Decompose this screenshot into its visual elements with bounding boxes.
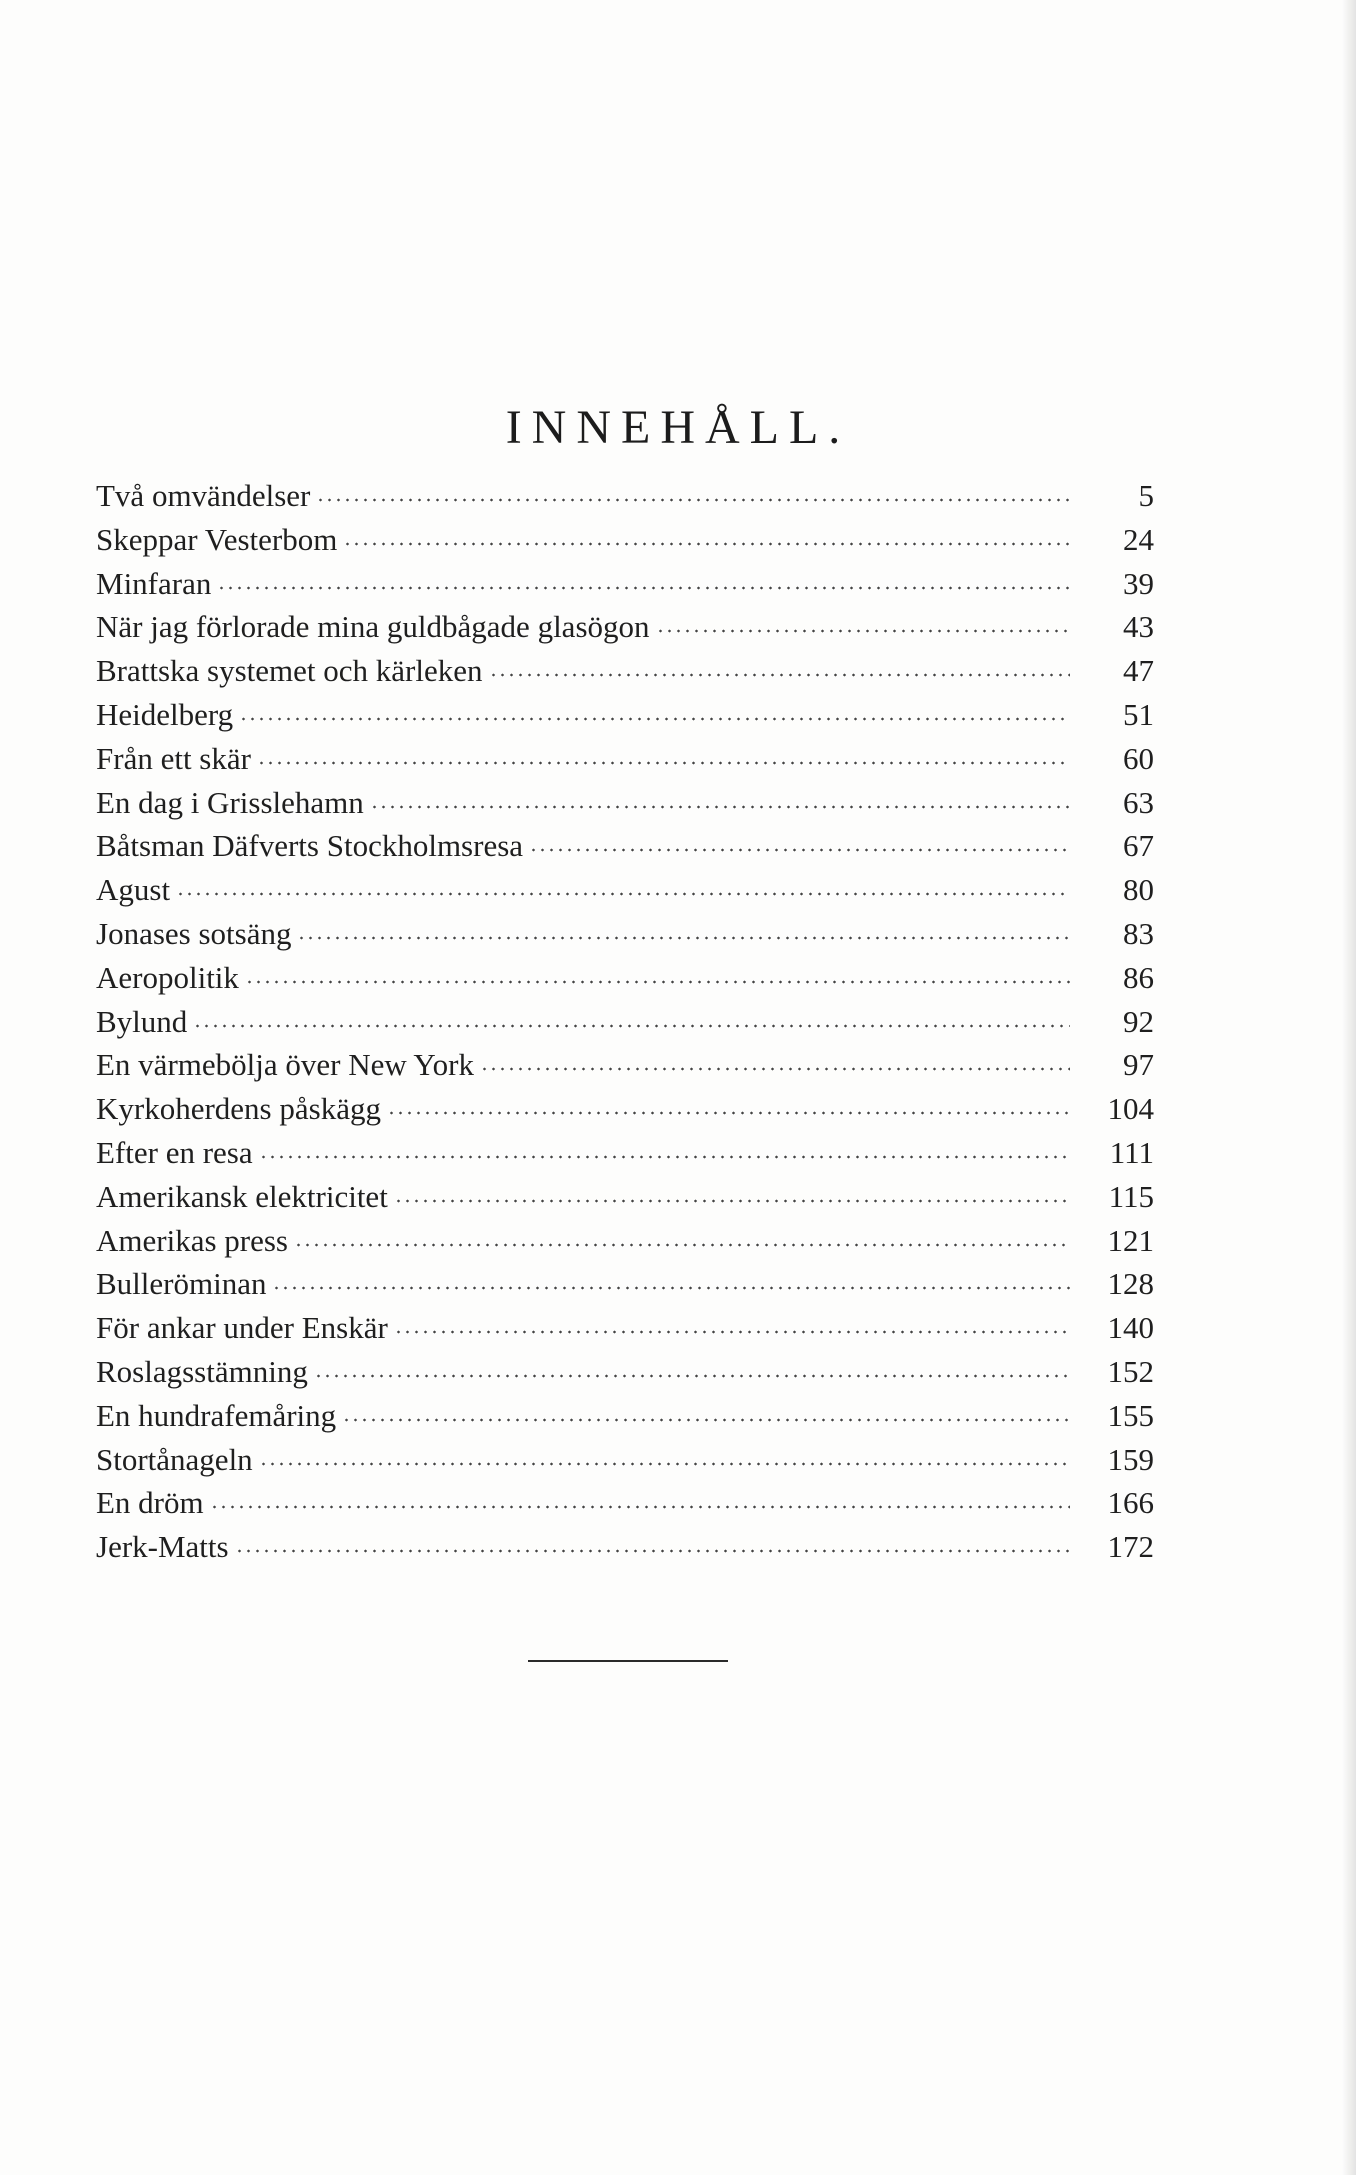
toc-entry (96, 1087, 1154, 1131)
toc-entry-page-number: 115 (1108, 1178, 1154, 1214)
dot-leader (210, 1505, 1070, 1509)
dot-leader (316, 498, 1070, 502)
toc-entry (96, 1438, 1154, 1482)
toc-entry-title: Två omvändelser (96, 478, 311, 513)
toc-entry-page-number: 63 (1123, 784, 1154, 820)
dot-leader (259, 1462, 1070, 1466)
toc-entry (96, 781, 1154, 825)
dot-leader (239, 717, 1070, 721)
dot-leader (294, 1243, 1070, 1247)
dot-leader (480, 1067, 1070, 1071)
dot-leader (342, 1418, 1070, 1422)
toc-entry (96, 1043, 1154, 1087)
dot-leader (343, 542, 1070, 546)
toc-entry-title: Minfaran (96, 565, 212, 601)
dot-leader (259, 1155, 1070, 1159)
closing-rule (528, 1660, 728, 1662)
dot-leader (387, 1111, 1070, 1115)
toc-entry-title: Båtsman Däfverts Stockholmsresa (96, 828, 524, 864)
toc-entry-title: En dag i Grisslehamn (96, 784, 364, 820)
dot-leader (394, 1199, 1070, 1203)
toc-entry-page-number: 24 (1123, 521, 1154, 557)
toc-entry-page-number: 67 (1123, 828, 1154, 864)
toc-entry-title: Stortånageln (96, 1441, 253, 1477)
toc-entry-title: Amerikas press (96, 1222, 288, 1258)
toc-entry (96, 737, 1154, 781)
toc-entry-title: Från ett skär (96, 740, 251, 776)
toc-entry-page-number: 5 (1138, 478, 1154, 513)
toc-entry-title: En hundrafemåring (96, 1397, 337, 1433)
toc-entry-title: Jonases sotsäng (96, 915, 292, 951)
toc-entry (96, 956, 1154, 1000)
toc-entry-page-number: 86 (1123, 959, 1154, 995)
toc-entry-page-number: 155 (1107, 1397, 1154, 1433)
toc-entry (96, 649, 1154, 693)
toc-entry-page-number: 92 (1123, 1003, 1154, 1039)
dot-leader (529, 848, 1070, 852)
toc-entry-title: Roslagsstämning (96, 1353, 308, 1389)
dot-leader (193, 1024, 1070, 1028)
toc-entry-page-number: 166 (1107, 1485, 1154, 1521)
dot-leader (217, 586, 1070, 590)
page-edge-shadow (1342, 0, 1356, 2175)
toc-entry-page-number: 159 (1107, 1441, 1154, 1477)
toc-entry-title: Amerikansk elektricitet (96, 1178, 388, 1214)
dot-leader (176, 892, 1070, 896)
toc-entry (96, 1350, 1154, 1394)
dot-leader (656, 629, 1070, 633)
dot-leader (314, 1374, 1070, 1378)
toc-entry-title: Skeppar Vesterbom (96, 521, 338, 557)
toc-entry (96, 1131, 1154, 1175)
toc-entry (96, 1525, 1154, 1569)
toc-entry (96, 868, 1154, 912)
toc-entry (96, 1175, 1154, 1219)
toc-entry (96, 474, 1154, 518)
toc-entry-page-number: 60 (1123, 740, 1154, 776)
toc-entry-page-number: 43 (1123, 609, 1154, 645)
dot-leader (245, 980, 1070, 984)
toc-entry (96, 605, 1154, 649)
toc-entry-title: Aeropolitik (96, 959, 239, 995)
toc-entry (96, 1219, 1154, 1263)
toc-entry-title: Jerk-Matts (96, 1529, 229, 1565)
toc-entry-title: En värmebölja över New York (96, 1047, 474, 1083)
toc-entry-page-number: 39 (1123, 565, 1154, 601)
toc-entry-title: En dröm (96, 1485, 204, 1521)
toc-entry-page-number: 140 (1107, 1310, 1154, 1346)
toc-entry-title: När jag förlorade mina guldbågade glasögon (96, 609, 650, 645)
toc-entry (96, 1394, 1154, 1438)
toc-entry (96, 562, 1154, 606)
toc-entry-title: Bulleröminan (96, 1266, 267, 1302)
toc-entry-title: Efter en resa (96, 1134, 253, 1170)
toc-entry (96, 1481, 1154, 1525)
toc-entry (96, 824, 1154, 868)
toc-entry-page-number: 104 (1107, 1091, 1154, 1127)
toc-entry-title: Kyrkoherdens påskägg (96, 1091, 381, 1127)
page-title: INNEHÅLL. (505, 401, 851, 455)
toc-entry-page-number: 97 (1123, 1047, 1154, 1083)
toc-entry-title: Brattska systemet och kärleken (96, 653, 483, 689)
dot-leader (257, 761, 1070, 765)
dot-leader (272, 1286, 1070, 1290)
toc-entry (96, 912, 1154, 956)
toc-entry (96, 1262, 1154, 1306)
toc-entry-page-number: 152 (1107, 1353, 1154, 1389)
toc-entry-page-number: 172 (1107, 1529, 1154, 1565)
toc-entry (96, 518, 1154, 562)
dot-leader (370, 805, 1070, 809)
toc-entry-title: Agust (96, 872, 171, 908)
toc-entry-title: Heidelberg (96, 696, 234, 732)
toc-entry (96, 693, 1154, 737)
toc-entry-page-number: 128 (1107, 1266, 1154, 1302)
toc-entry (96, 1000, 1154, 1044)
toc-entry-page-number: 51 (1123, 696, 1154, 732)
toc-entry-title: Bylund (96, 1003, 188, 1039)
toc-entry-page-number: 80 (1123, 872, 1154, 908)
toc-entry (96, 1306, 1154, 1350)
dot-leader (235, 1549, 1070, 1553)
toc-entry-page-number: 111 (1109, 1134, 1154, 1170)
toc-entry-title: För ankar under Enskär (96, 1310, 388, 1346)
toc-entry-page-number: 83 (1123, 915, 1154, 951)
dot-leader (489, 673, 1070, 677)
toc-entry-page-number: 121 (1107, 1222, 1154, 1258)
dot-leader (394, 1330, 1070, 1334)
dot-leader (297, 936, 1070, 940)
table-of-contents (96, 474, 1154, 1569)
toc-entry-page-number: 47 (1123, 653, 1154, 689)
